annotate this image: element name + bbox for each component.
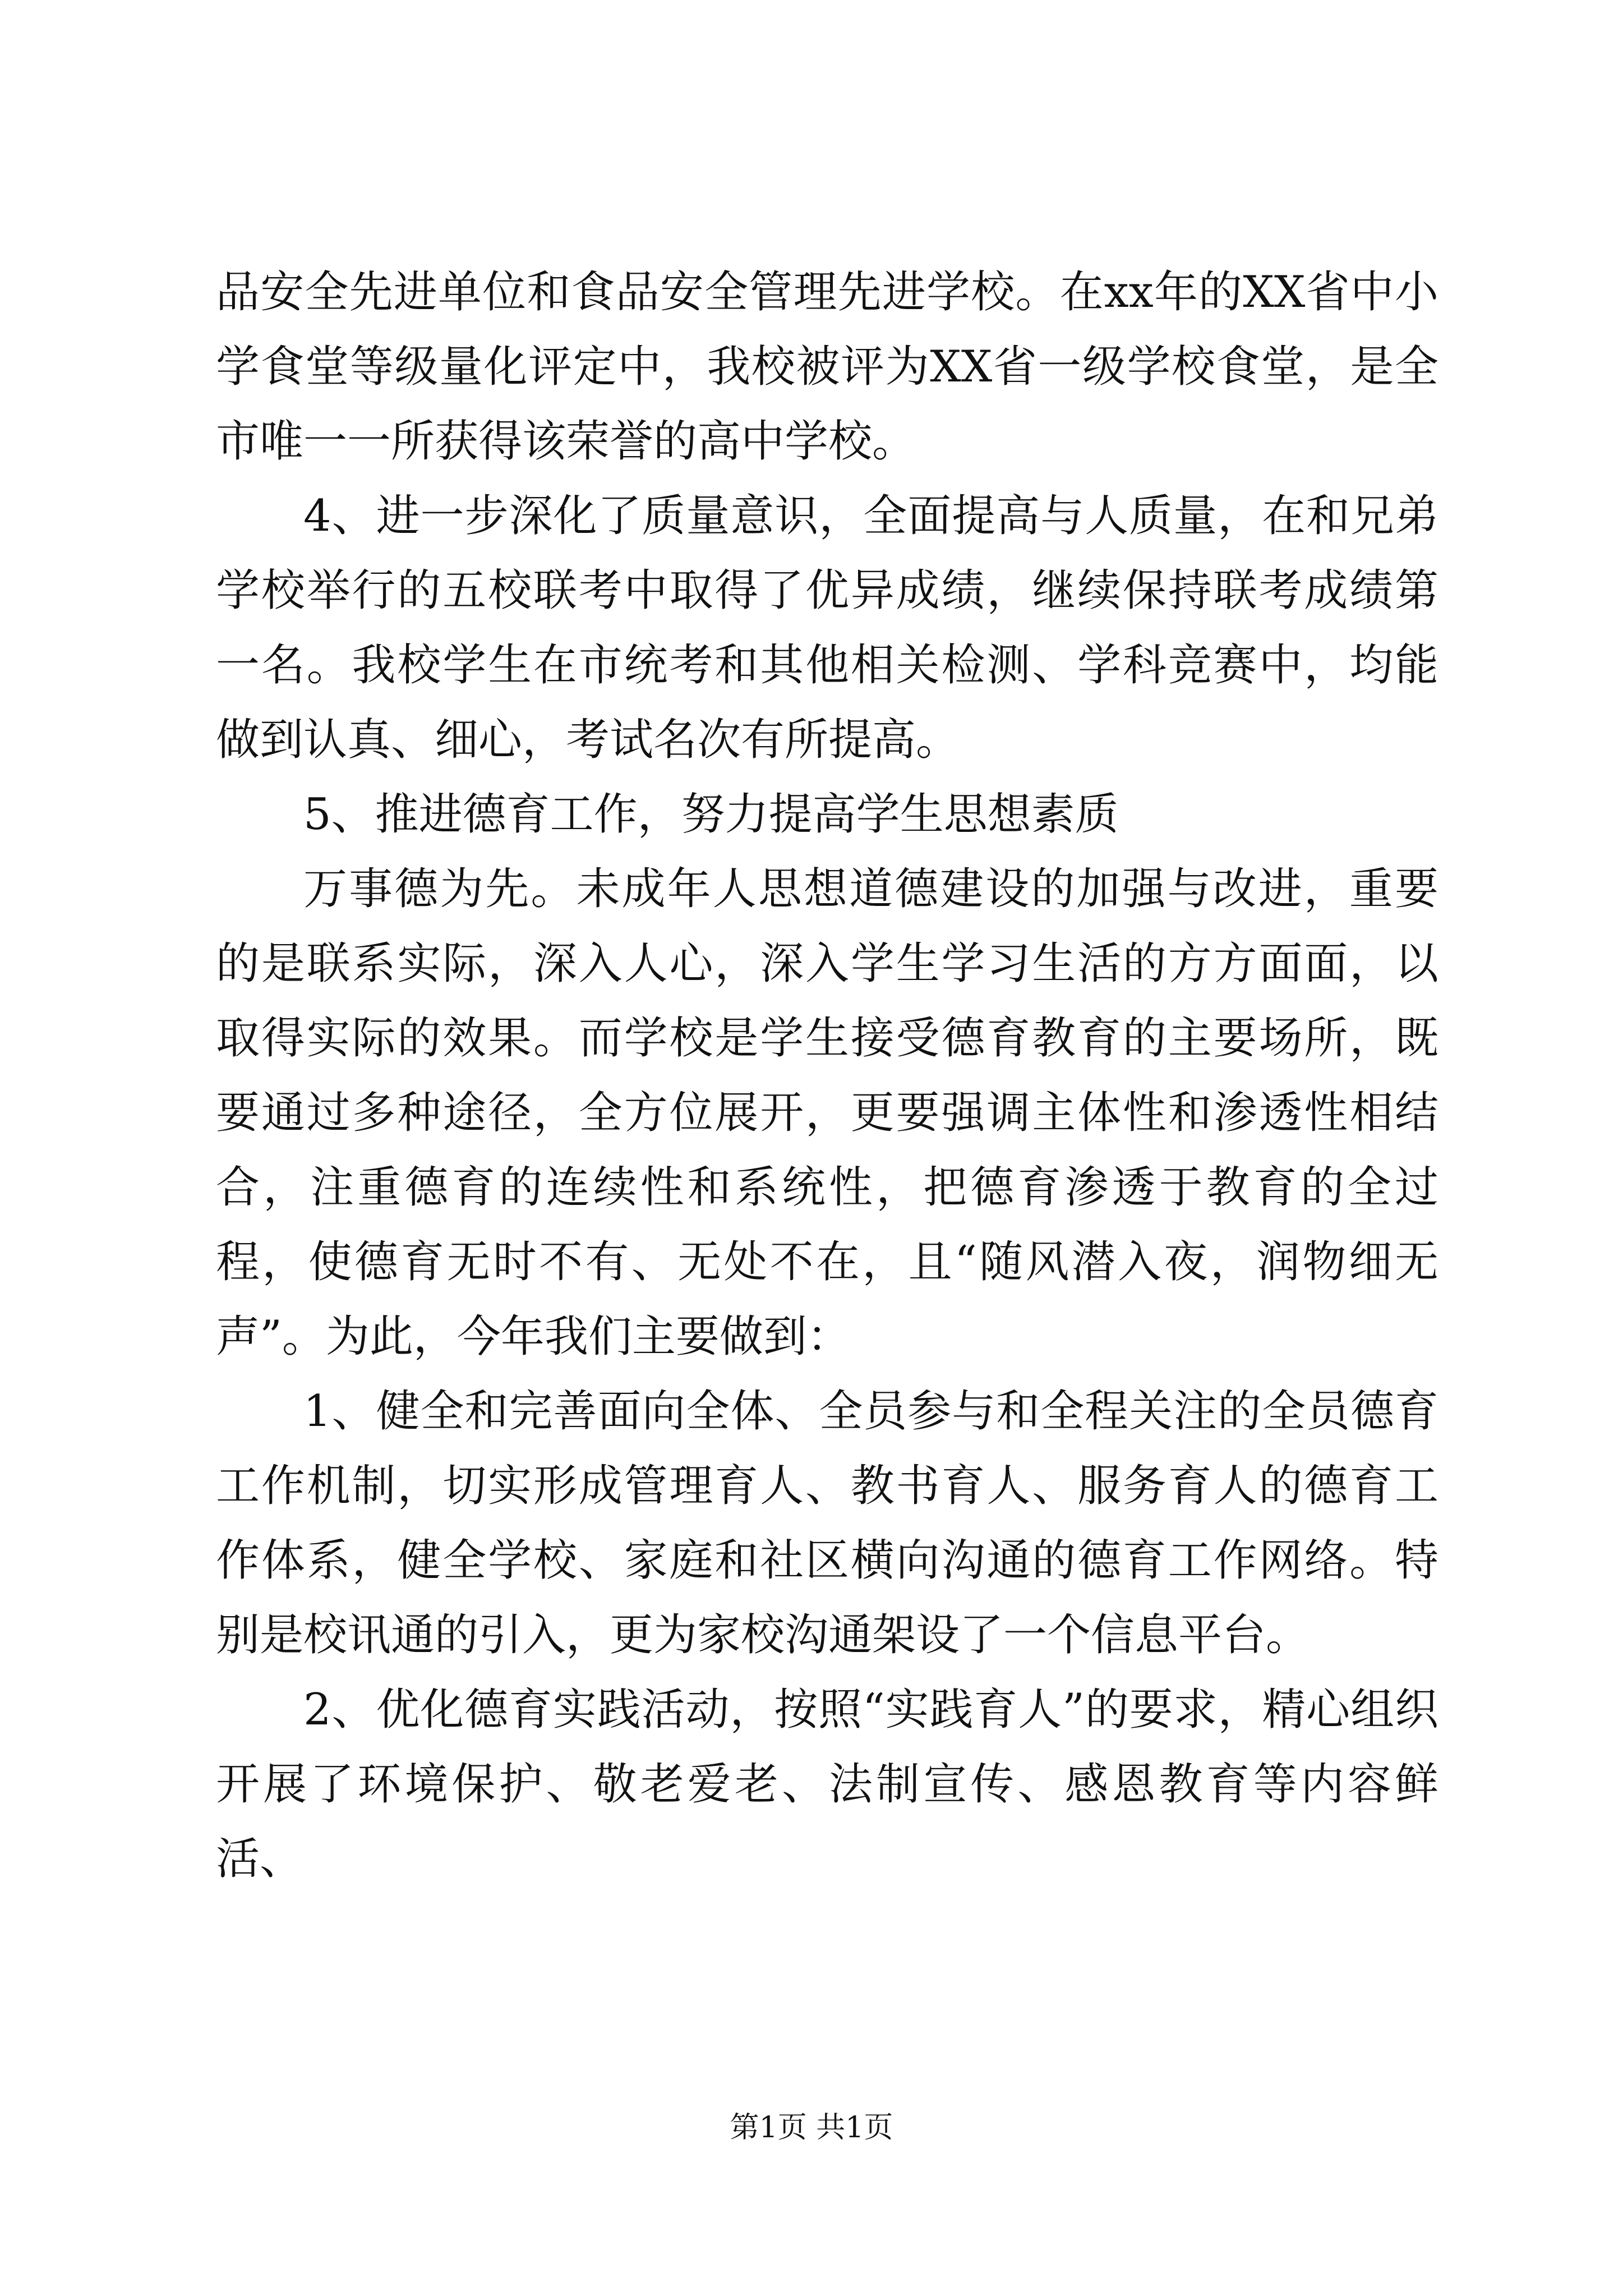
paragraph-item-5-heading: 5、推进德育工作，努力提高学生思想素质 [303,789,1119,840]
document-body [216,255,1438,1897]
paragraph-continuation: 品安全先进单位和食品安全管理先进学校。在xx年的XX省中小学食堂等级量化评定中，我校被评为XX省一级学校食堂，是全市唯一一所获得该荣誉的高中学校。 [216,267,1438,467]
page-footer: 第1页 共1页 [730,2111,893,2145]
paragraph-subitem-1: 1、健全和完善面向全体、全员参与和全程关注的全员德育工作机制，切实形成管理育人、教书育人、服务育人的德育工作体系，健全学校、家庭和社区横向沟通的德育工作网络。特别是校讯通的引入，更为家校沟通架设了一个信息平台。 [216,1386,1438,1660]
paragraph-item-4: 4、进一步深化了质量意识，全面提高与人质量，在和兄弟学校举行的五校联考中取得了优异成绩，继续保持联考成绩第一名。我校学生在市统考和其他相关检测、学科竞赛中，均能做到认真、细心，考试名次有所提高。 [216,491,1438,765]
paragraph-moral-education: 万事德为先。未成年人思想道德建设的加强与改进，重要的是联系实际，深入人心，深入学生学习生活的方方面面，以取得实际的效果。而学校是学生接受德育教育的主要场所，既要通过多种途径，全方位展开，更要强调主体性和渗透性相结合，注重德育的连续性和系统性，把德育渗透于教育的全过程，使德育无时不有、无处不在，且“随风潜入夜，润物细无声”。为此，今年我们主要做到： [216,864,1438,1362]
paragraph-subitem-2: 2、优化德育实践活动，按照“实践育人”的要求，精心组织开展了环境保护、敬老爱老、法制宣传、感恩教育等内容鲜活、 [216,1685,1438,1884]
